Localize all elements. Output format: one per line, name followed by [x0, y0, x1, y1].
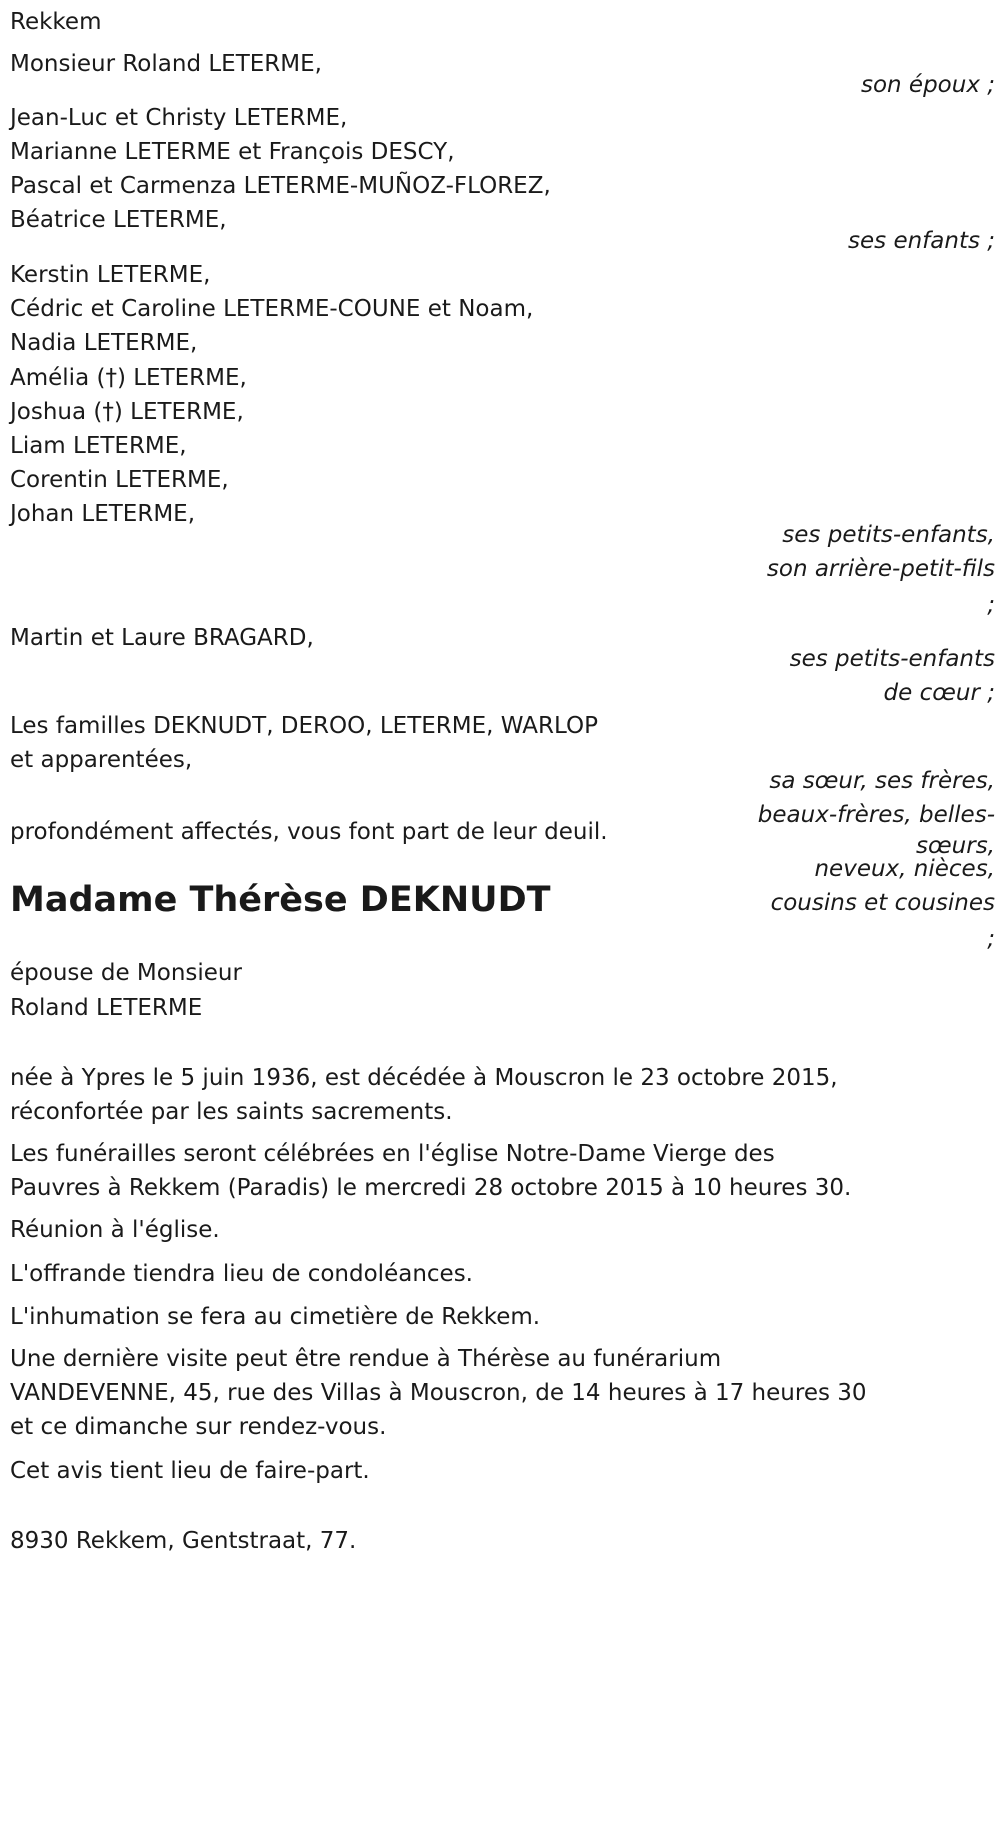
burial-line: L'inhumation se fera au cimetière de Rekkem.	[10, 1304, 541, 1330]
spouse-name: Monsieur Roland LETERME,	[10, 51, 322, 77]
grandchild-name: Joshua (†) LETERME,	[10, 399, 244, 425]
visit-line: VANDEVENNE, 45, rue des Villas à Mouscron, de 14 heures à 17 heures 30	[10, 1380, 867, 1406]
visit-line: Une dernière visite peut être rendue à Thérèse au funérarium	[10, 1346, 722, 1372]
families-relation: sœurs,	[916, 833, 995, 859]
funeral-line: Les funérailles seront célébrées en l'église Notre-Dame Vierge des	[10, 1141, 775, 1167]
child-name: Pascal et Carmenza LETERME-MUÑOZ-FLOREZ,	[10, 173, 551, 199]
families-relation: sa sœur, ses frères,	[769, 768, 995, 794]
grandchild-name: Nadia LETERME,	[10, 330, 198, 356]
heart-grandchildren-relation: ses petits-enfants	[789, 646, 995, 672]
deceased-name: Madame Thérèse DEKNUDT	[10, 880, 551, 920]
grandchildren-relation: ;	[987, 592, 995, 618]
families-relation: cousins et cousines	[770, 890, 995, 916]
family-name: et apparentées,	[10, 747, 193, 773]
grandchild-name: Liam LETERME,	[10, 433, 187, 459]
heart-grandchild-name: Martin et Laure BRAGARD,	[10, 625, 314, 651]
grandchild-name: Kerstin LETERME,	[10, 262, 211, 288]
families-relation: ;	[987, 926, 995, 952]
child-name: Jean-Luc et Christy LETERME,	[10, 105, 348, 131]
meeting-line: Réunion à l'église.	[10, 1217, 220, 1243]
family-name: Les familles DEKNUDT, DEROO, LETERME, WARLOP	[10, 713, 598, 739]
child-name: Marianne LETERME et François DESCY,	[10, 139, 455, 165]
children-relation: ses enfants ;	[848, 228, 995, 254]
funeral-line: Pauvres à Rekkem (Paradis) le mercredi 28 octobre 2015 à 10 heures 30.	[10, 1175, 852, 1201]
child-name: Béatrice LETERME,	[10, 207, 227, 233]
address-line: 8930 Rekkem, Gentstraat, 77.	[10, 1528, 357, 1554]
heart-grandchildren-relation: de cœur ;	[883, 680, 995, 706]
announcement: profondément affectés, vous font part de leur deuil.	[10, 819, 608, 845]
grandchildren-relation: son arrière-petit-fils	[766, 556, 995, 582]
birth-death-line: née à Ypres le 5 juin 1936, est décédée à Mouscron le 23 octobre 2015,	[10, 1065, 838, 1091]
grandchild-name: Cédric et Caroline LETERME-COUNE et Noam,	[10, 296, 534, 322]
grandchild-name: Corentin LETERME,	[10, 467, 229, 493]
visit-line: et ce dimanche sur rendez-vous.	[10, 1414, 387, 1440]
spouse-relation: son époux ;	[860, 72, 995, 98]
notice-line: Cet avis tient lieu de faire-part.	[10, 1458, 370, 1484]
deceased-spouse-line: Roland LETERME	[10, 995, 203, 1021]
birth-death-line: réconfortée par les saints sacrements.	[10, 1099, 453, 1125]
grandchild-name: Johan LETERME,	[10, 501, 196, 527]
grandchildren-relation: ses petits-enfants,	[782, 522, 995, 548]
grandchild-name: Amélia (†) LETERME,	[10, 365, 247, 391]
families-relation: beaux-frères, belles-	[757, 802, 995, 828]
families-relation: neveux, nièces,	[814, 856, 995, 882]
deceased-spouse-line: épouse de Monsieur	[10, 960, 242, 986]
offering-line: L'offrande tiendra lieu de condoléances.	[10, 1261, 473, 1287]
town-header: Rekkem	[10, 9, 102, 35]
